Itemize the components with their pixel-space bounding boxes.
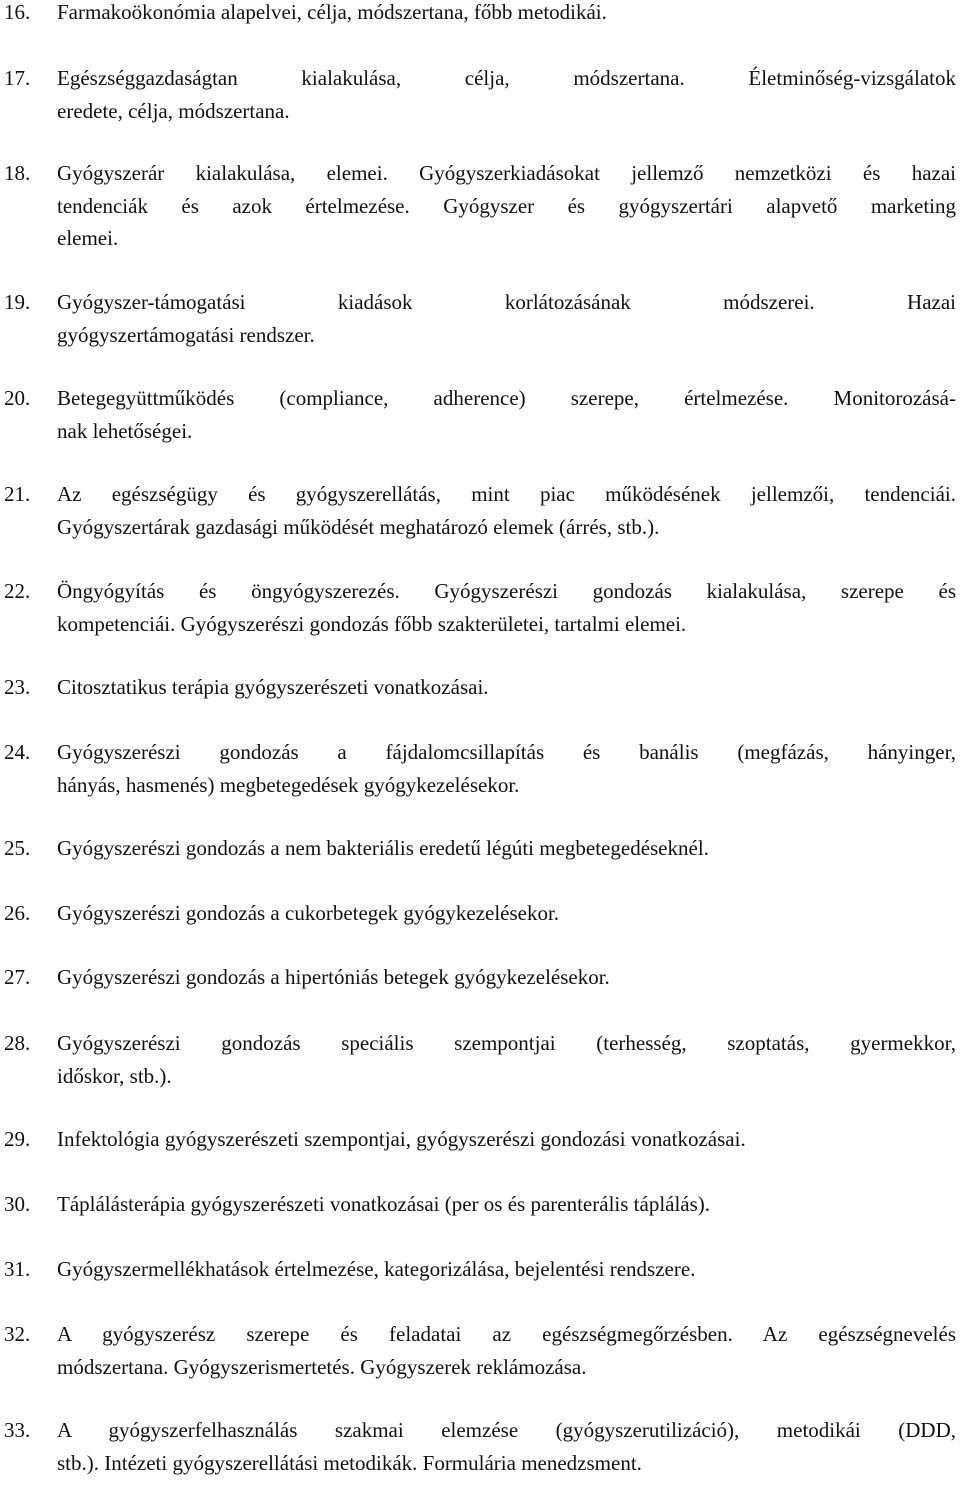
- item-text: Gyógyszerészi gondozás a cukorbetegek gyógykezelésekor.: [57, 901, 560, 925]
- item-number: 23.: [4, 675, 31, 699]
- item-text: Az egészségügy és gyógyszerellátás, mint piac működésének jellemzői, tendenciái. Gyógyszertárak gazdasági működését meghatározó elemek (árrés, stb.).: [57, 482, 956, 539]
- item-number: 29.: [4, 1127, 31, 1151]
- item-number: 19.: [4, 290, 31, 314]
- item-number: 20.: [4, 386, 31, 410]
- list-item: [0, 961, 956, 994]
- list-item: [0, 897, 956, 930]
- item-number: 17.: [4, 66, 31, 90]
- item-text: Infektológia gyógyszerészeti szempontjai, gyógyszerészi gondozási vonatkozásai.: [57, 1127, 746, 1151]
- list-item: [0, 1253, 956, 1286]
- item-text: Egészséggazdaságtan kialakulása, célja, módszertana. Életminőség-vizsgálatok eredete, célja, módszertana.: [57, 66, 956, 123]
- list-item: [0, 382, 956, 447]
- list-item: [0, 157, 956, 255]
- item-number: 22.: [4, 579, 31, 603]
- list-item: [0, 736, 956, 801]
- item-number: 26.: [4, 901, 31, 925]
- item-number: 30.: [4, 1192, 31, 1216]
- list-item: [0, 1027, 956, 1092]
- item-text: Gyógyszerészi gondozás a fájdalomcsillapítás és banális (megfázás, hányinger, hányás, hasmenés) megbetegedések gyógykezelésekor.: [57, 740, 956, 797]
- item-text: Táplálásterápia gyógyszerészeti vonatkozásai (per os és parenterális táplálás).: [57, 1192, 711, 1216]
- list-item: [0, 478, 956, 543]
- item-text: Gyógyszermellékhatások értelmezése, kategorizálása, bejelentési rendszere.: [57, 1257, 696, 1281]
- list-item: [0, 0, 956, 29]
- item-text: Farmakoökonómia alapelvei, célja, módszertana, főbb metodikái.: [57, 0, 607, 24]
- item-text: Gyógyszerészi gondozás speciális szempontjai (terhesség, szoptatás, gyermekkor, időskor, stb.).: [57, 1031, 956, 1088]
- item-number: 24.: [4, 740, 31, 764]
- item-text: Gyógyszerár kialakulása, elemei. Gyógyszerkiadásokat jellemző nemzetközi és hazai tendenciák és azok értelmezése. Gyógyszer és gyógyszertári alapvető marketing elemei.: [57, 161, 956, 250]
- list-item: [0, 1188, 956, 1221]
- item-text: Betegegyüttműködés (compliance, adherence) szerepe, értelmezése. Monitorozásá- nak lehetőségei.: [57, 386, 956, 443]
- item-text: A gyógyszerész szerepe és feladatai az egészségmegőrzésben. Az egészségnevelés módszertana. Gyógyszerismertetés. Gyógyszerek reklámozása.: [57, 1322, 956, 1379]
- item-text: Öngyógyítás és öngyógyszerezés. Gyógyszerészi gondozás kialakulása, szerepe és kompetenciái. Gyógyszerészi gondozás főbb szakterületei, tartalmi elemei.: [57, 579, 956, 636]
- item-text: A gyógyszerfelhasználás szakmai elemzése (gyógyszerutilizáció), metodikái (DDD, stb.). Intézeti gyógyszerellátási metodikák. Formulária menedzsment.: [57, 1418, 956, 1475]
- list-item: [0, 671, 956, 704]
- list-item: [0, 62, 956, 127]
- item-number: 18.: [4, 161, 31, 185]
- list-item: [0, 1318, 956, 1383]
- item-number: 32.: [4, 1322, 31, 1346]
- item-text: Gyógyszerészi gondozás a hipertóniás betegek gyógykezelésekor.: [57, 965, 610, 989]
- item-number: 33.: [4, 1418, 31, 1442]
- item-number: 16.: [4, 0, 31, 24]
- item-text: Citosztatikus terápia gyógyszerészeti vonatkozásai.: [57, 675, 489, 699]
- item-number: 28.: [4, 1031, 31, 1055]
- item-number: 27.: [4, 965, 31, 989]
- list-item: [0, 832, 956, 865]
- item-text: Gyógyszer-támogatási kiadások korlátozásának módszerei. Hazai gyógyszertámogatási rendszer.: [57, 290, 956, 347]
- list-item: [0, 1414, 956, 1479]
- item-number: 31.: [4, 1257, 31, 1281]
- list-item: [0, 575, 956, 640]
- item-number: 25.: [4, 836, 31, 860]
- item-text: Gyógyszerészi gondozás a nem bakteriális eredetű légúti megbetegedéseknél.: [57, 836, 709, 860]
- item-number: 21.: [4, 482, 31, 506]
- list-item: [0, 286, 956, 351]
- list-item: [0, 1123, 956, 1156]
